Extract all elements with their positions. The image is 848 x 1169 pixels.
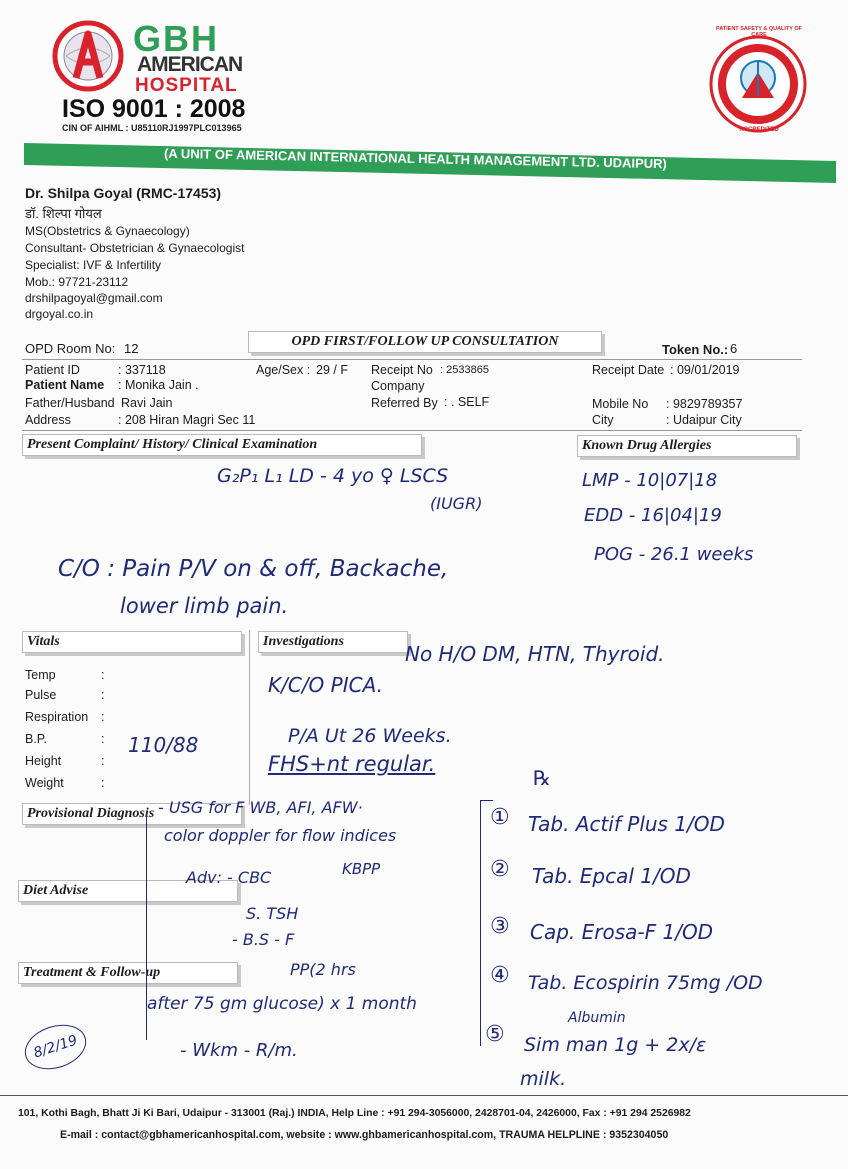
rx-item-2: Tab. Epcal 1/OD — [532, 864, 691, 888]
token-value: 6 — [730, 341, 738, 356]
rx-item-3: Cap. Erosa-F 1/OD — [530, 920, 714, 944]
diagnosis-bracket — [146, 812, 147, 1040]
rx-item-4: Tab. Ecospirin 75mg /OD — [528, 972, 763, 994]
age-sex-label: Age/Sex : — [256, 363, 311, 377]
section-vitals: Vitals — [22, 631, 242, 653]
receipt-date-label: Receipt Date — [592, 363, 665, 377]
divider — [22, 359, 802, 360]
divider — [22, 430, 802, 431]
note-pp: PP(2 hrs — [290, 960, 356, 979]
referred-by-value: : . SELF — [444, 395, 490, 409]
section-complaint: Present Complaint/ History/ Clinical Examination — [22, 434, 422, 456]
section-diet: Diet Advise — [18, 880, 238, 902]
unit-banner-text: (A UNIT OF AMERICAN INTERNATIONAL HEALTH MANAGEMENT LTD. UDAIPUR) — [163, 145, 667, 172]
doctor-email[interactable]: drshilpagoyal@gmail.com — [25, 291, 163, 305]
doctor-mobile: Mob.: 97721-23112 — [25, 275, 129, 289]
patient-id-label: Patient ID — [25, 363, 80, 377]
note-complaint-line1: C/O : Pain P/V on & off, Backache, — [58, 556, 449, 582]
rx-number: ④ — [490, 963, 510, 988]
address-label: Address — [25, 413, 71, 427]
patient-name-value: : Monika Jain . — [118, 378, 199, 392]
note-edd: EDD - 16|04|19 — [584, 505, 722, 526]
footer-divider — [0, 1095, 848, 1096]
cin-number: CIN OF AIHML : U85110RJ1997PLC013965 — [62, 123, 242, 133]
father-husband-label: Father/Husband — [25, 396, 115, 410]
company-label: Company — [371, 379, 425, 393]
note-history-line2: K/C/O PICA. — [268, 673, 383, 697]
section-diagnosis: Provisional Diagnosis — [22, 803, 242, 825]
vital-colon: : — [101, 668, 105, 682]
age-sex-value: 29 / F — [316, 363, 348, 377]
vital-colon: : — [101, 754, 105, 768]
vital-respiration-label: Respiration — [25, 710, 89, 724]
vital-bp-label: B.P. — [25, 732, 48, 746]
nabh-seal — [708, 34, 808, 134]
doctor-title: Consultant- Obstetrician & Gynaecologist — [25, 241, 245, 255]
note-lmp: LMP - 10|07|18 — [582, 470, 718, 491]
doctor-website[interactable]: drgoyal.co.in — [25, 307, 94, 321]
footer-contact: E-mail : contact@gbhamericanhospital.com, website : www.ghbamericanhospital.com, TRAUMA HELPLINE : 9352304050 — [60, 1129, 669, 1141]
rx-symbol: ℞ — [533, 766, 551, 790]
address-value: : 208 Hiran Magri Sec 11 — [118, 413, 256, 427]
note-pog: POG - 26.1 weeks — [594, 544, 754, 565]
doctor-degree: MS(Obstetrics & Gynaecology) — [25, 224, 190, 238]
unit-banner — [24, 143, 836, 183]
rx-number: ① — [490, 805, 510, 830]
receipt-no-value: : 2533865 — [440, 364, 489, 376]
doctor-specialty: Specialist: IVF & Infertility — [25, 258, 162, 272]
note-iugr: (IUGR) — [430, 494, 483, 513]
note-doppler: color doppler for flow indices — [164, 826, 397, 845]
patient-name-label: Patient Name — [25, 378, 105, 392]
nabh-accredited: ACCREDITED — [739, 127, 779, 133]
hospital-logo — [52, 20, 124, 92]
nabh-label: NABH — [743, 104, 775, 113]
note-exam-line2: FHS+nt regular. — [268, 752, 436, 776]
note-history-line1: No H/O DM, HTN, Thyroid. — [405, 642, 665, 666]
rx-item-5-cont: milk. — [520, 1068, 567, 1090]
rx-item-1: Tab. Actif Plus 1/OD — [528, 812, 725, 836]
footer-address: 101, Kothi Bagh, Bhatt Ji Ki Bari, Udaipur - 313001 (Raj.) INDIA, Help Line : +91 294-3056000, 2428701-04, 2426000, Fax : +91 294 2526982 — [18, 1108, 691, 1119]
vital-colon: : — [101, 688, 105, 702]
iso-certificate: ISO 9001 : 2008 — [62, 95, 246, 123]
brand-american: AMERICAN — [137, 53, 243, 76]
note-kbpp: KBPP — [342, 860, 381, 878]
note-complaint-line2: lower limb pain. — [120, 594, 289, 618]
mobile-label: Mobile No — [592, 397, 649, 411]
token-label: Token No.: — [662, 342, 729, 357]
note-usg: - USG for F WB, AFI, AFW· — [158, 798, 363, 817]
vital-colon: : — [101, 710, 105, 724]
receipt-no-label: Receipt No — [371, 363, 433, 377]
brand-gbh: GBH — [133, 18, 219, 59]
referred-by-label: Referred By — [371, 396, 438, 410]
section-investigations: Investigations — [258, 631, 408, 653]
note-glucose: after 75 gm glucose) x 1 month — [147, 994, 417, 1014]
rx-number: ③ — [490, 914, 510, 939]
rx-item-5-correction: Albumin — [568, 1010, 626, 1026]
note-obs-history: G₂P₁ L₁ LD - 4 yo ♀ LSCS — [217, 465, 449, 487]
nabh-ring-text: PATIENT SAFETY & QUALITY OF CARE — [715, 26, 803, 38]
vital-pulse-label: Pulse — [25, 688, 57, 702]
opd-room-value: 12 — [124, 341, 139, 356]
section-allergies: Known Drug Allergies — [577, 435, 797, 457]
vital-weight-label: Weight — [25, 776, 64, 790]
vital-colon: : — [101, 776, 105, 790]
patient-id-value: : 337118 — [118, 363, 166, 377]
father-husband-value: Ravi Jain — [121, 396, 173, 410]
opd-room-label: OPD Room No: — [25, 341, 116, 356]
note-tsh: S. TSH — [246, 904, 299, 923]
note-followup-date: 8/2/19 — [19, 1017, 92, 1076]
section-treatment: Treatment & Follow-up — [18, 962, 238, 984]
doctor-name-hindi: डॉ. शिल्पा गोयल — [25, 206, 102, 221]
note-followup: - Wkm - R/m. — [180, 1040, 298, 1061]
vital-temp-label: Temp — [25, 668, 56, 682]
receipt-date-value: : 09/01/2019 — [670, 363, 740, 377]
city-value: : Udaipur City — [666, 413, 742, 427]
note-blood-sugar: - B.S - F — [232, 930, 295, 949]
consult-title: OPD FIRST/FOLLOW UP CONSULTATION — [248, 331, 602, 353]
rx-number: ⑤ — [485, 1022, 505, 1047]
note-exam-line1: P/A Ut 26 Weeks. — [288, 725, 452, 747]
mobile-value: : 9829789357 — [666, 397, 743, 411]
rx-number: ② — [490, 857, 510, 882]
note-advice: Adv: - CBC — [186, 868, 272, 887]
vitals-divider — [249, 630, 250, 805]
vital-height-label: Height — [25, 754, 62, 768]
vital-bp-value: 110/88 — [128, 733, 199, 757]
rx-item-5: Sim man 1g + 2x/ε — [524, 1034, 707, 1056]
doctor-name: Dr. Shilpa Goyal (RMC-17453) — [25, 185, 222, 201]
brand-hospital: HOSPITAL — [135, 75, 238, 96]
vital-colon: : — [101, 732, 105, 746]
city-label: City — [592, 413, 614, 427]
